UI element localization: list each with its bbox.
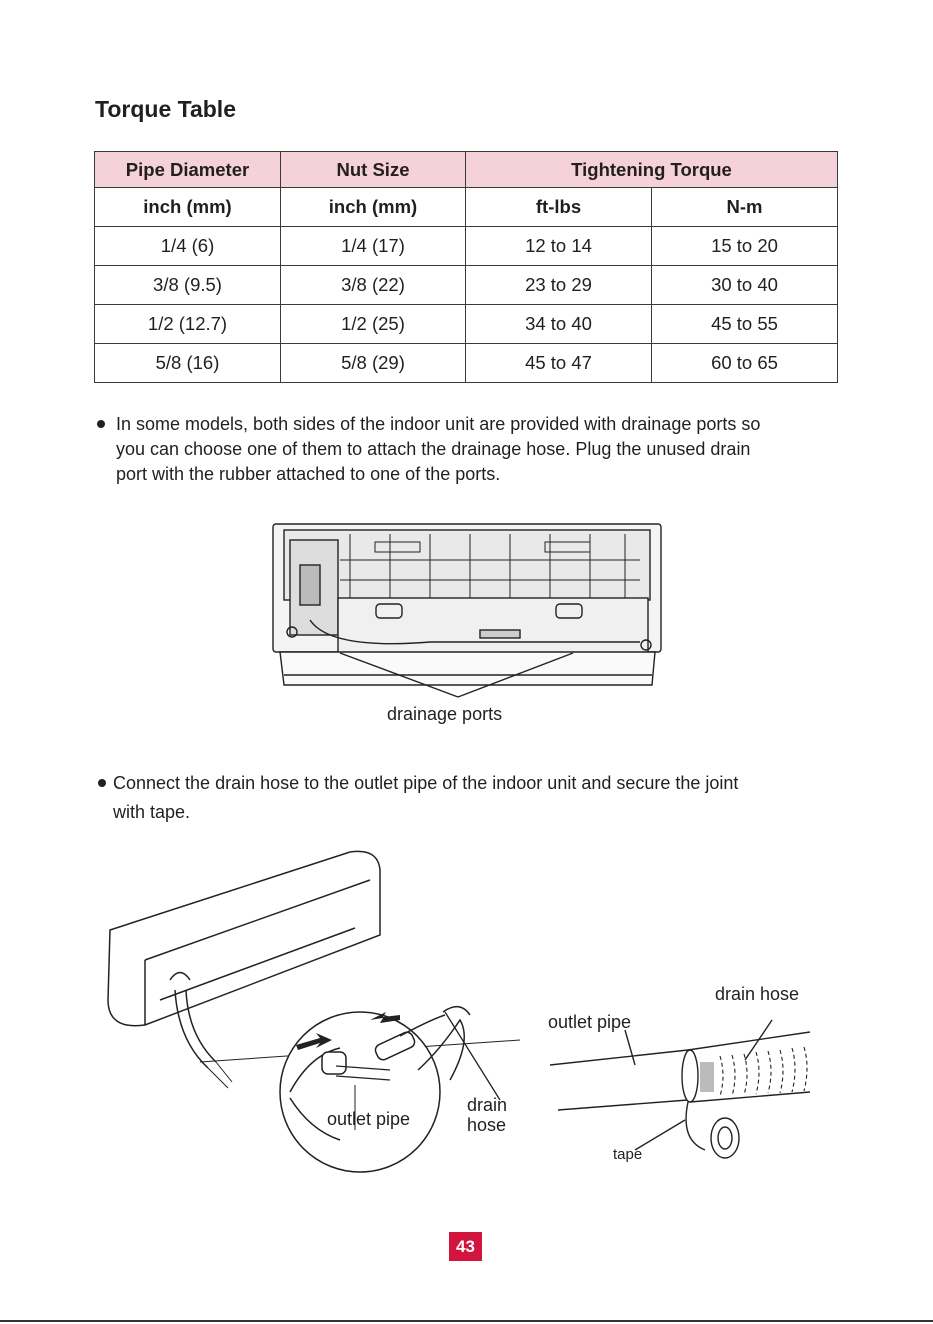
header-pipe-diameter: Pipe Diameter <box>95 152 281 188</box>
header-tightening-torque: Tightening Torque <box>466 152 838 188</box>
outlet-pipe-label: outlet pipe <box>327 1109 411 1129</box>
right-outlet-pipe-label: outlet pipe <box>548 1012 632 1032</box>
tape-label: tape <box>613 1146 643 1163</box>
table-cell: 3/8 (22) <box>281 266 466 305</box>
table-cell: 1/2 (12.7) <box>95 305 281 344</box>
table-cell: 1/2 (25) <box>281 305 466 344</box>
bullet1-line2: you can choose one of them to attach the drainage hose. Plug the unused drain <box>116 439 751 459</box>
unit-cell: inch (mm) <box>95 188 281 227</box>
table-cell: 23 to 29 <box>466 266 652 305</box>
table-cell: 45 to 47 <box>466 344 652 383</box>
page-number-badge: 43 <box>449 1232 482 1261</box>
drain-hose-connection-illustration <box>100 840 520 1190</box>
table-cell: 5/8 (29) <box>281 344 466 383</box>
table-cell: 1/4 (6) <box>95 227 281 266</box>
drain-hose-label-line1: drain <box>467 1095 508 1115</box>
drain-hose-label-line2: hose <box>467 1115 507 1135</box>
table-cell: 34 to 40 <box>466 305 652 344</box>
footer-rule <box>0 1320 933 1322</box>
unit-cell: N-m <box>652 188 838 227</box>
right-drain-hose-label: drain hose <box>715 984 800 1004</box>
drainage-ports-label: drainage ports <box>387 704 503 724</box>
page-title: Torque Table <box>95 96 236 122</box>
bullet1-line3: port with the rubber attached to one of the ports. <box>116 464 501 484</box>
header-nut-size: Nut Size <box>281 152 466 188</box>
table-cell: 30 to 40 <box>652 266 838 305</box>
bullet-dot <box>98 779 106 787</box>
table-cell: 5/8 (16) <box>95 344 281 383</box>
bullet2-line1: Connect the drain hose to the outlet pipe of the indoor unit and secure the joint <box>113 773 739 793</box>
bullet1-line1: In some models, both sides of the indoor unit are provided with drainage ports so <box>116 414 761 434</box>
table-cell: 45 to 55 <box>652 305 838 344</box>
unit-cell: ft-lbs <box>466 188 652 227</box>
table-cell: 12 to 14 <box>466 227 652 266</box>
table-cell: 60 to 65 <box>652 344 838 383</box>
table-cell: 15 to 20 <box>652 227 838 266</box>
table-cell: 3/8 (9.5) <box>95 266 281 305</box>
table-cell: 1/4 (17) <box>281 227 466 266</box>
unit-cell: inch (mm) <box>281 188 466 227</box>
bullet2-line2: with tape. <box>113 802 191 822</box>
